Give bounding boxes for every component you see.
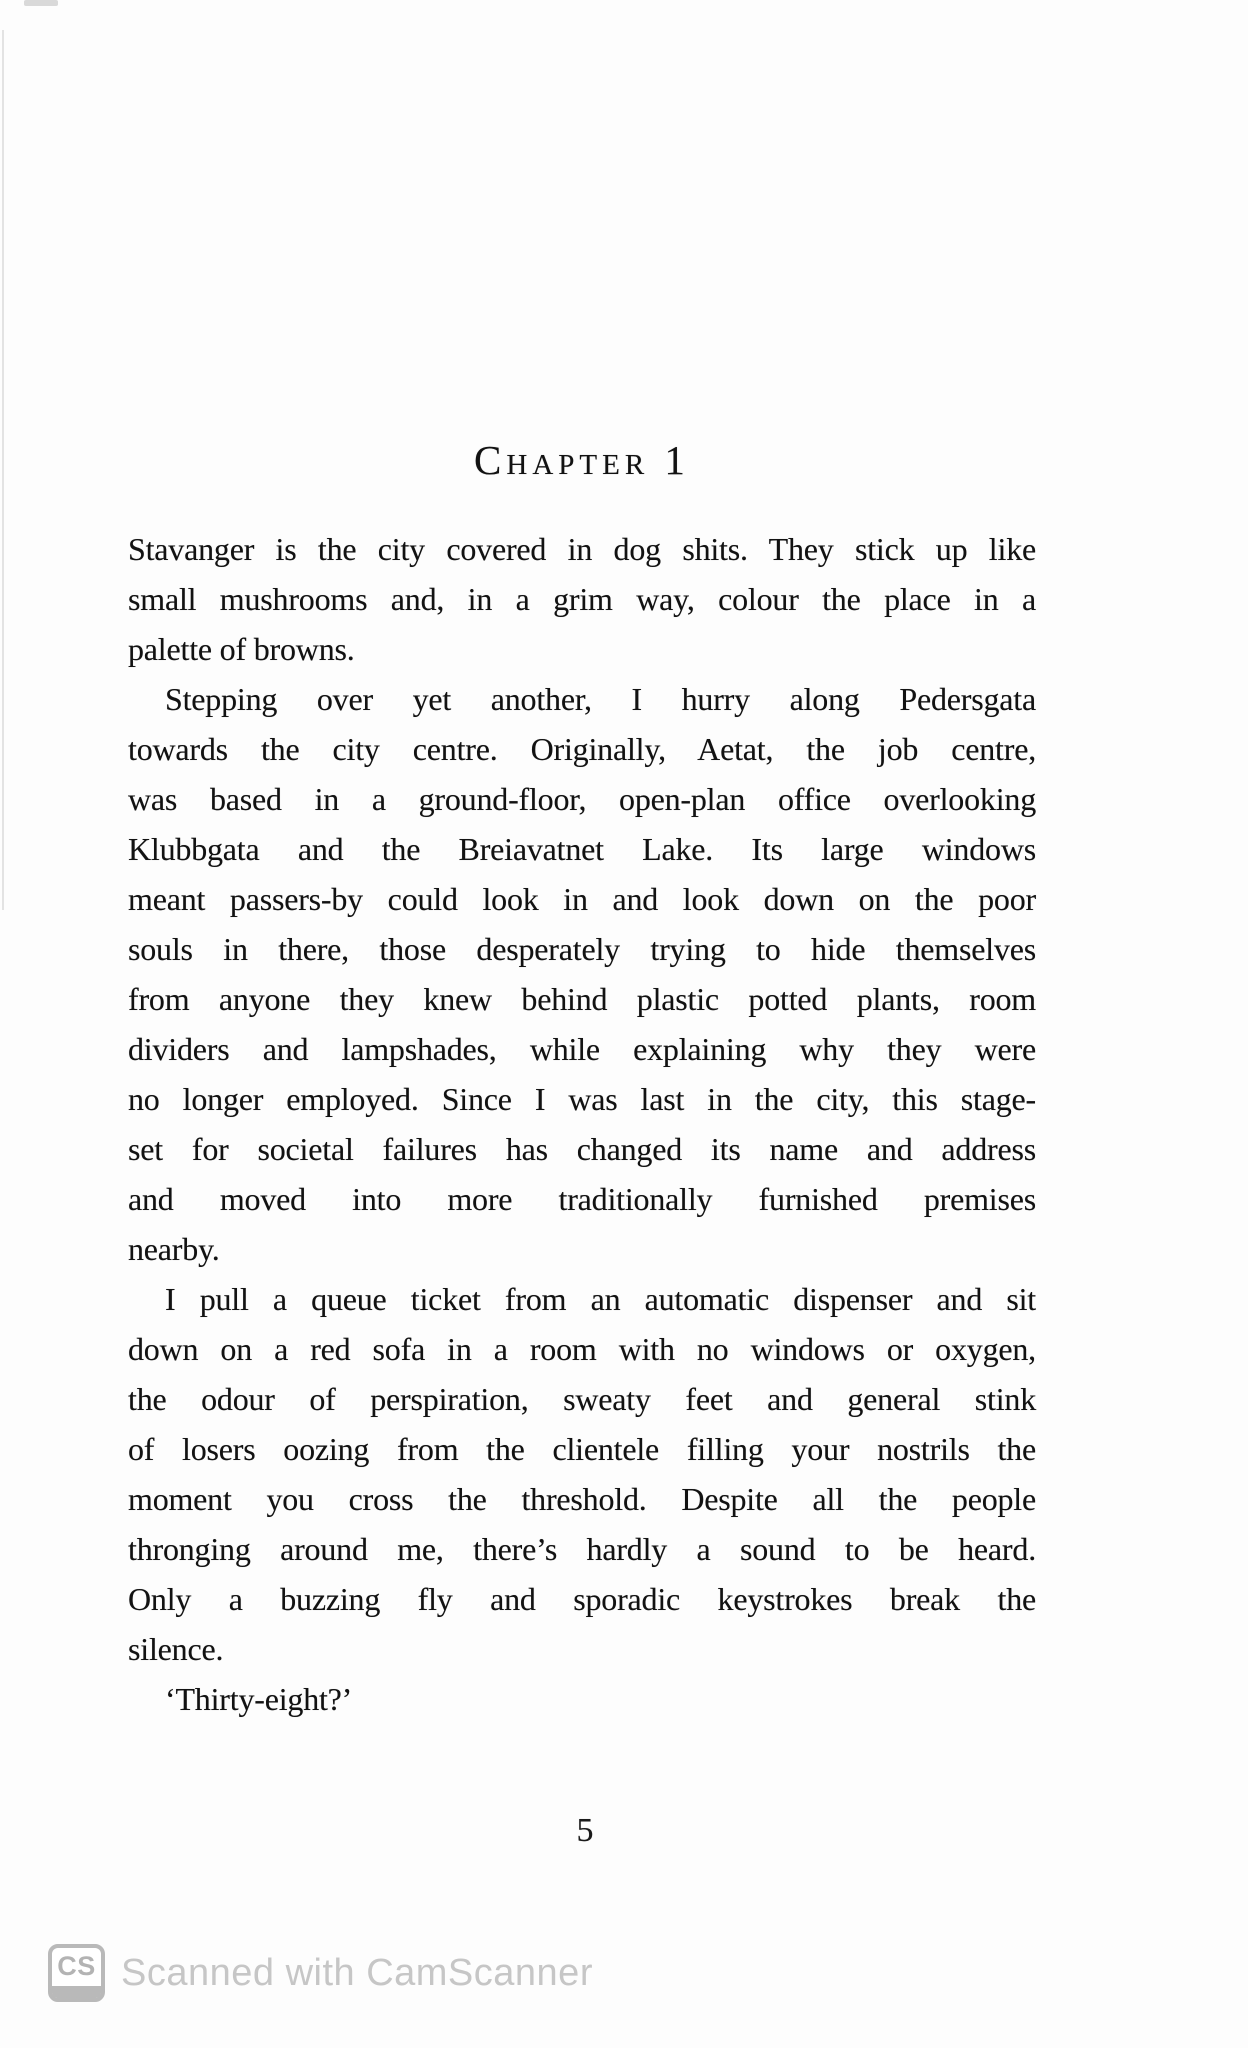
text-line: thronging around me, there’s hardly a sound to be heard.	[128, 1531, 1036, 1567]
text-line: towards the city centre. Originally, Aetat, the job centre,	[128, 731, 1036, 767]
scan-artifact-edge-line	[2, 30, 4, 910]
camscanner-icon-band	[52, 1986, 101, 1998]
text-line: palette of browns.	[128, 631, 355, 667]
text-line: I pull a queue ticket from an automatic dispenser and sit	[165, 1281, 1036, 1317]
text-line: ‘Thirty-eight?’	[165, 1681, 353, 1717]
scan-artifact-corner-smudge	[24, 0, 58, 6]
camscanner-watermark	[48, 1944, 593, 2002]
text-line: souls in there, those desperately trying to hide themselves	[128, 931, 1036, 967]
text-line: no longer employed. Since I was last in the city, this stage-	[128, 1081, 1036, 1117]
body-text	[128, 524, 1036, 1724]
text-line: was based in a ground-floor, open-plan office overlooking	[128, 781, 1036, 817]
camscanner-icon	[48, 1944, 105, 2002]
text-line: set for societal failures has changed its name and address	[128, 1131, 1036, 1167]
camscanner-icon-label: CS	[57, 1951, 96, 1981]
text-line: Stavanger is the city covered in dog shits. They stick up like	[128, 531, 1036, 567]
text-line: nearby.	[128, 1231, 220, 1267]
text-line: small mushrooms and, in a grim way, colour the place in a	[128, 581, 1036, 617]
watermark-text: Scanned with CamScanner	[121, 1951, 593, 1994]
text-line: of losers oozing from the clientele filling your nostrils the	[128, 1431, 1036, 1467]
text-line: dividers and lampshades, while explaining why they were	[128, 1031, 1036, 1067]
text-line: moment you cross the threshold. Despite all the people	[128, 1481, 1036, 1517]
text-line: and moved into more traditionally furnished premises	[128, 1181, 1036, 1217]
text-line: the odour of perspiration, sweaty feet and general stink	[128, 1381, 1036, 1417]
text-line: meant passers-by could look in and look down on the poor	[128, 881, 1036, 917]
text-line: Klubbgata and the Breiavatnet Lake. Its large windows	[128, 831, 1036, 867]
text-line: from anyone they knew behind plastic potted plants, room	[128, 981, 1036, 1017]
text-line: Stepping over yet another, I hurry along Pedersgata	[165, 681, 1036, 717]
text-line: down on a red sofa in a room with no windows or oxygen,	[128, 1331, 1036, 1367]
chapter-heading: Chapter 1	[474, 437, 690, 483]
page-number: 5	[576, 1812, 594, 1849]
text-line: silence.	[128, 1631, 224, 1667]
text-line: Only a buzzing fly and sporadic keystrokes break the	[128, 1581, 1036, 1617]
